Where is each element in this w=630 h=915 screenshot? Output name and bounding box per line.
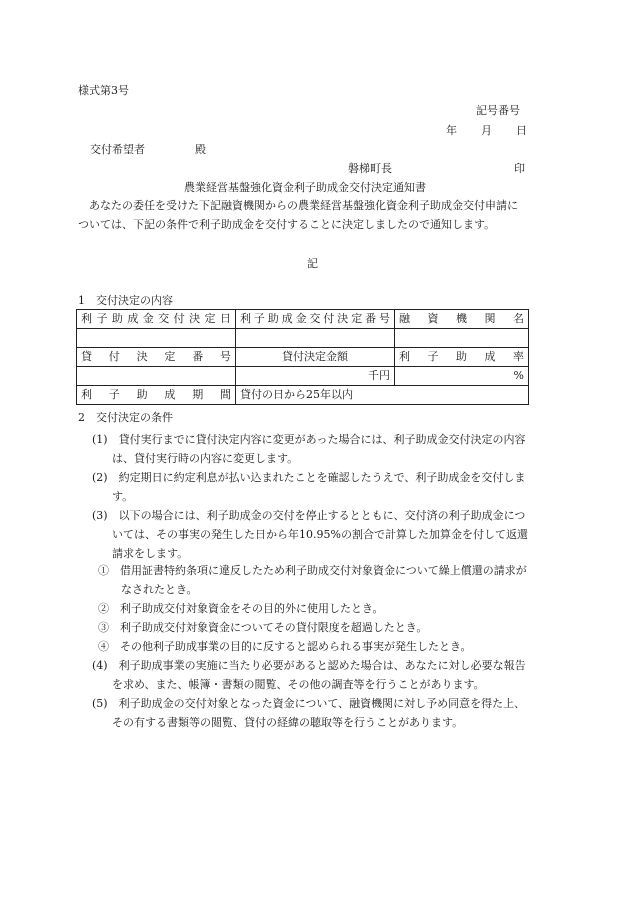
section-2-heading: 2 交付決定の条件 [78, 411, 173, 424]
value-cell-loan-amount-unit: 千円 [236, 367, 395, 386]
sub-condition-2: ② 利子助成交付対象資金をその目的外に使用したとき。 [98, 602, 384, 615]
header-cell-decision-date: 利子助成金交付決定日 [77, 310, 236, 329]
value-cell-subsidy-rate-unit: % [395, 367, 529, 386]
table-row [77, 348, 529, 367]
sub-condition-1: ① 借用証書特約条項に違反したため利子助成交付対象資金について繰上償還の請求がなされたとき。 [98, 564, 527, 596]
table-row [77, 386, 529, 405]
seal-mark: 印 [514, 162, 525, 175]
intro-line-2: ついては、下記の条件で利子助成金を交付することに決定しましたので通知します。 [78, 218, 496, 231]
condition-3: (3) 以下の場合には、利子助成金の交付を停止するとともに、交付済の利子助成金については、その事実の発生した日から年10.95%の割合で計算した加算金を付して返還請求をします。 [92, 509, 528, 560]
value-cell-lender [395, 329, 529, 348]
condition-1: (1) 貸付実行までに貸付決定内容に変更があった場合には、利子助成金交付決定の内容は、貸付実行時の内容に変更します。 [92, 433, 526, 465]
intro-line-1: あなたの委任を受けた下記融資機関からの農業経営基盤強化資金利子助成金交付申請に [89, 199, 518, 212]
table-row [77, 329, 529, 348]
value-cell-loan-number [77, 367, 236, 386]
table-row [77, 367, 529, 386]
header-cell-subsidy-rate: 利子助成率 [395, 348, 529, 367]
header-cell-lender: 融資機関名 [395, 310, 529, 329]
header-cell-decision-number: 利子助成金交付決定番号 [236, 310, 395, 329]
condition-4: (4) 利子助成事業の実施に当たり必要があると認めた場合は、あなたに対し必要な報告を求め、また、帳簿・書類の閲覧、その他の調査等を行うことがあります。 [92, 659, 526, 691]
date-year-label: 年 [446, 124, 457, 137]
reference-number-label: 記号番号 [476, 104, 520, 117]
date-month-label: 月 [481, 124, 492, 137]
recipient-honorific: 殿 [195, 143, 206, 156]
section-1-heading: 1 交付決定の内容 [78, 294, 173, 307]
decision-table [76, 309, 529, 405]
value-cell-decision-date [77, 329, 236, 348]
condition-2: (2) 約定期日に約定利息が払い込まれたことを確認したうえで、利子助成金を交付します。 [92, 471, 526, 503]
recipient-label: 交付希望者 [90, 143, 145, 156]
issuer-name: 磐梯町長 [348, 162, 392, 175]
header-cell-subsidy-period: 利子助成期間 [77, 386, 236, 405]
header-cell-loan-amount: 貸付決定金額 [236, 348, 395, 367]
sub-condition-4: ④ その他利子助成事業の目的に反すると認められる事実が発生したとき。 [98, 640, 472, 653]
condition-5: (5) 利子助成金の交付対象となった資金について、融資機関に対し予め同意を得た上、その有する書類等の閲覧、貸付の経緯の聴取等を行うことがあります。 [92, 697, 526, 729]
ki-heading: 記 [307, 257, 318, 270]
form-number: 様式第3号 [78, 84, 129, 97]
header-cell-loan-number: 貸付決定番号 [77, 348, 236, 367]
date-day-label: 日 [516, 124, 527, 137]
value-cell-decision-number [236, 329, 395, 348]
document-title: 農業経営基盤強化資金利子助成金交付決定通知書 [184, 181, 426, 194]
value-cell-subsidy-period: 貸付の日から25年以内 [236, 386, 529, 405]
table-row [77, 310, 529, 329]
sub-condition-3: ③ 利子助成交付対象資金についてその貸付限度を超過したとき。 [98, 621, 428, 634]
